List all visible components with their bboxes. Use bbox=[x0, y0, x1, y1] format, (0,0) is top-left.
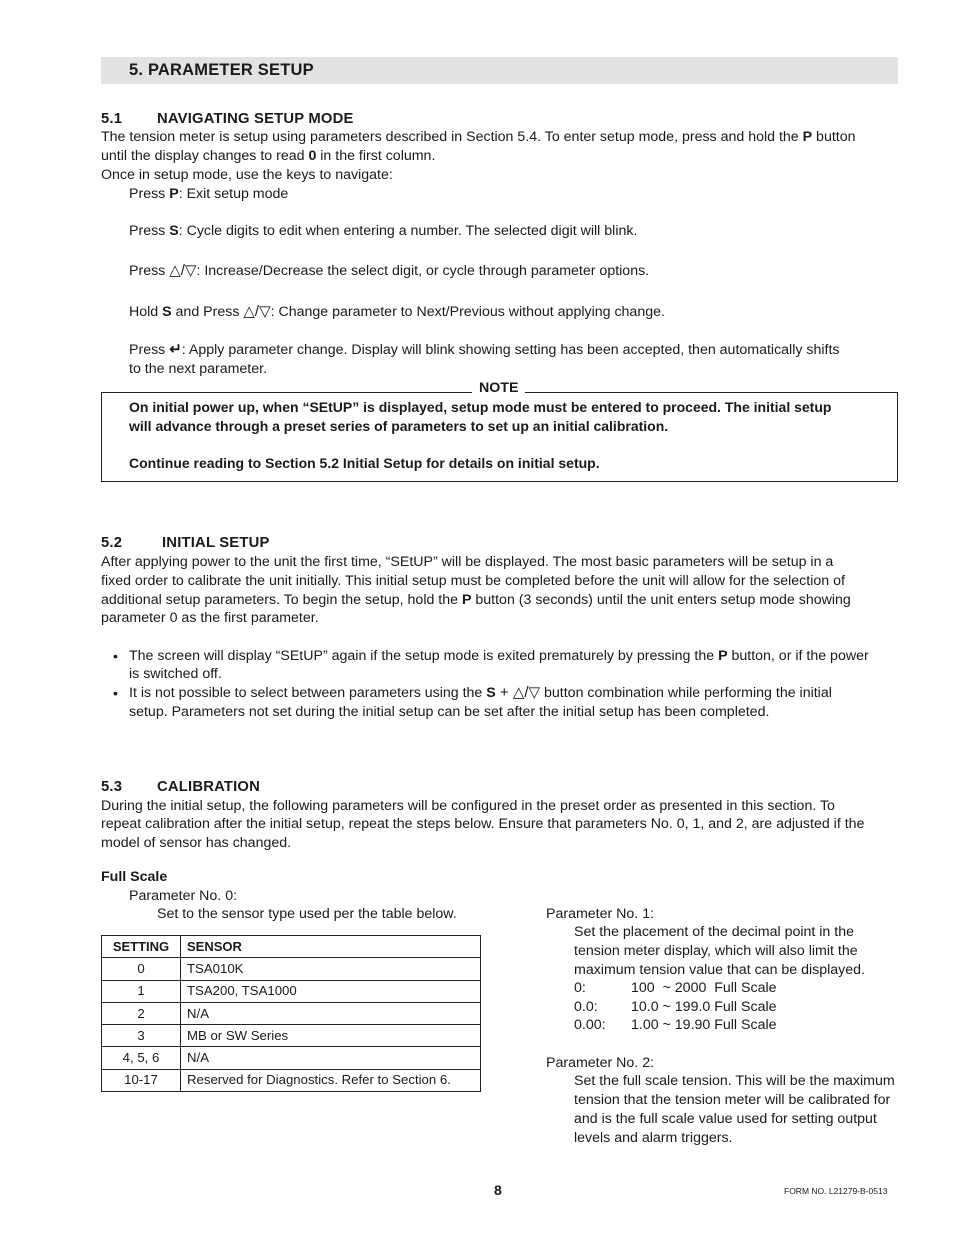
sensor-table bbox=[101, 935, 481, 1092]
s52-line4: parameter 0 as the first parameter. bbox=[101, 610, 319, 626]
s53-line1: During the initial setup, the following parameters will be configured in the preset order as presented in this section. To bbox=[101, 798, 835, 814]
param1-line2: tension meter display, which will also limit the bbox=[574, 943, 858, 959]
s52-line2: fixed order to calibrate the unit initially. This initial setup must be completed before the unit will allow for the selection of bbox=[101, 573, 845, 589]
cell-sensor: N/A bbox=[181, 1002, 481, 1024]
param2-line4: levels and alarm triggers. bbox=[574, 1130, 733, 1146]
scale-format: 0.00: bbox=[574, 1017, 606, 1033]
up-down-arrows-icon: + △/▽ bbox=[495, 684, 541, 701]
cell-sensor: N/A bbox=[181, 1047, 481, 1069]
cell-setting: 4, 5, 6 bbox=[102, 1047, 181, 1069]
cell-sensor: Reserved for Diagnostics. Refer to Section 6. bbox=[181, 1069, 481, 1091]
s51-paragraph-line2: until the display changes to read 0 in the first column. bbox=[101, 148, 436, 164]
heading-5-2-title: INITIAL SETUP bbox=[162, 535, 270, 551]
cell-setting: 3 bbox=[102, 1025, 181, 1047]
scale-range: 100 ~ 2000 Full Scale bbox=[631, 980, 777, 996]
key-enter-apply-cont: to the next parameter. bbox=[129, 361, 268, 377]
cell-setting: 2 bbox=[102, 1002, 181, 1024]
note-label: NOTE bbox=[472, 379, 525, 397]
heading-5-3-title: CALIBRATION bbox=[157, 779, 261, 795]
param2-line3: and is the full scale value used for setting output bbox=[574, 1111, 877, 1127]
s53-line3: model of sensor has changed. bbox=[101, 835, 292, 851]
bullet-1-line2: is switched off. bbox=[129, 666, 222, 682]
heading-5-2-number: 5.2 bbox=[101, 535, 123, 551]
s52-line3: additional setup parameters. To begin the setup, hold the P button (3 seconds) until the unit enters setup mode showing bbox=[101, 592, 851, 608]
key-hold-s-arrows: Hold S and Press △/▽: Change parameter to Next/Previous without applying change. bbox=[129, 303, 665, 320]
param0-description: Set to the sensor type used per the table below. bbox=[157, 906, 457, 922]
param2-line2: tension that the tension meter will be calibrated for bbox=[574, 1092, 891, 1108]
cell-setting: 1 bbox=[102, 980, 181, 1002]
cell-setting: 0 bbox=[102, 958, 181, 980]
bullet-1-line1: The screen will display “SEtUP” again if the setup mode is exited prematurely by pressing the P button, or if the power bbox=[129, 648, 869, 664]
table-row bbox=[102, 1025, 481, 1047]
scale-format: 0.0: bbox=[574, 999, 598, 1015]
param1-line3: maximum tension value that can be displayed. bbox=[574, 962, 866, 978]
table-row bbox=[102, 1047, 481, 1069]
scale-format: 0: bbox=[574, 980, 586, 996]
full-scale-heading: Full Scale bbox=[101, 869, 168, 885]
note-line2: will advance through a preset series of parameters to set up an initial calibration. bbox=[129, 418, 669, 434]
key-arrows-adjust: Press △/▽: Increase/Decrease the select digit, or cycle through parameter options. bbox=[129, 262, 650, 279]
scale-range: 1.00 ~ 19.90 Full Scale bbox=[631, 1017, 777, 1033]
section-title: 5. PARAMETER SETUP bbox=[129, 61, 314, 79]
header-setting: SETTING bbox=[102, 936, 181, 958]
note-line3: Continue reading to Section 5.2 Initial Setup for details on initial setup. bbox=[129, 455, 600, 471]
cell-sensor: MB or SW Series bbox=[181, 1025, 481, 1047]
key-p-exit: Press P: Exit setup mode bbox=[129, 186, 289, 202]
bullet-2-line1: It is not possible to select between parameters using the S + △/▽ button combination while performing the initial bbox=[129, 684, 832, 701]
s52-line1: After applying power to the unit the first time, “SEtUP” will be displayed. The most basic parameters will be setup in a bbox=[101, 554, 834, 570]
key-s-cycle: Press S: Cycle digits to edit when entering a number. The selected digit will blink. bbox=[129, 223, 638, 239]
scale-range: 10.0 ~ 199.0 Full Scale bbox=[631, 999, 777, 1015]
cell-sensor: TSA010K bbox=[181, 958, 481, 980]
up-down-arrows-icon: △/▽ bbox=[169, 262, 197, 279]
s51-paragraph-line3: Once in setup mode, use the keys to navigate: bbox=[101, 167, 393, 183]
heading-5-3-number: 5.3 bbox=[101, 779, 123, 795]
param2-line1: Set the full scale tension. This will be the maximum bbox=[574, 1073, 895, 1089]
heading-5-1-number: 5.1 bbox=[101, 111, 123, 127]
form-number: FORM NO. L21279-B-0513 bbox=[784, 1186, 888, 1196]
table-row bbox=[102, 1069, 481, 1091]
s51-paragraph-line1: The tension meter is setup using parameters described in Section 5.4. To enter setup mode, press and hold the P button bbox=[101, 129, 856, 145]
enter-key-icon: ↵ bbox=[169, 341, 182, 358]
param2-label: Parameter No. 2: bbox=[546, 1055, 655, 1071]
key-enter-apply: Press ↵: Apply parameter change. Display will blink showing setting has been accepted, then automatically shifts bbox=[129, 341, 840, 358]
up-down-arrows-icon: △/▽ bbox=[243, 303, 271, 320]
heading-5-1-title: NAVIGATING SETUP MODE bbox=[157, 111, 354, 127]
table-row bbox=[102, 980, 481, 1002]
bullet-marker: • bbox=[113, 648, 118, 664]
bullet-marker: • bbox=[113, 685, 118, 701]
cell-setting: 10-17 bbox=[102, 1069, 181, 1091]
param1-label: Parameter No. 1: bbox=[546, 906, 655, 922]
s53-line2: repeat calibration after the initial setup, repeat the steps below. Ensure that parameters No. 0, 1, and 2, are adjusted if the bbox=[101, 816, 865, 832]
bullet-2-line2: setup. Parameters not set during the initial setup can be set after the initial setup has been completed. bbox=[129, 704, 770, 720]
table-row bbox=[102, 958, 481, 980]
param1-line1: Set the placement of the decimal point in the bbox=[574, 924, 854, 940]
header-sensor: SENSOR bbox=[181, 936, 481, 958]
page-number: 8 bbox=[494, 1182, 502, 1198]
table-row bbox=[102, 1002, 481, 1024]
cell-sensor: TSA200, TSA1000 bbox=[181, 980, 481, 1002]
note-line1: On initial power up, when “SEtUP” is displayed, setup mode must be entered to proceed. The initial setup bbox=[129, 399, 832, 415]
table-header-row bbox=[102, 936, 481, 958]
param0-label: Parameter No. 0: bbox=[129, 888, 238, 904]
